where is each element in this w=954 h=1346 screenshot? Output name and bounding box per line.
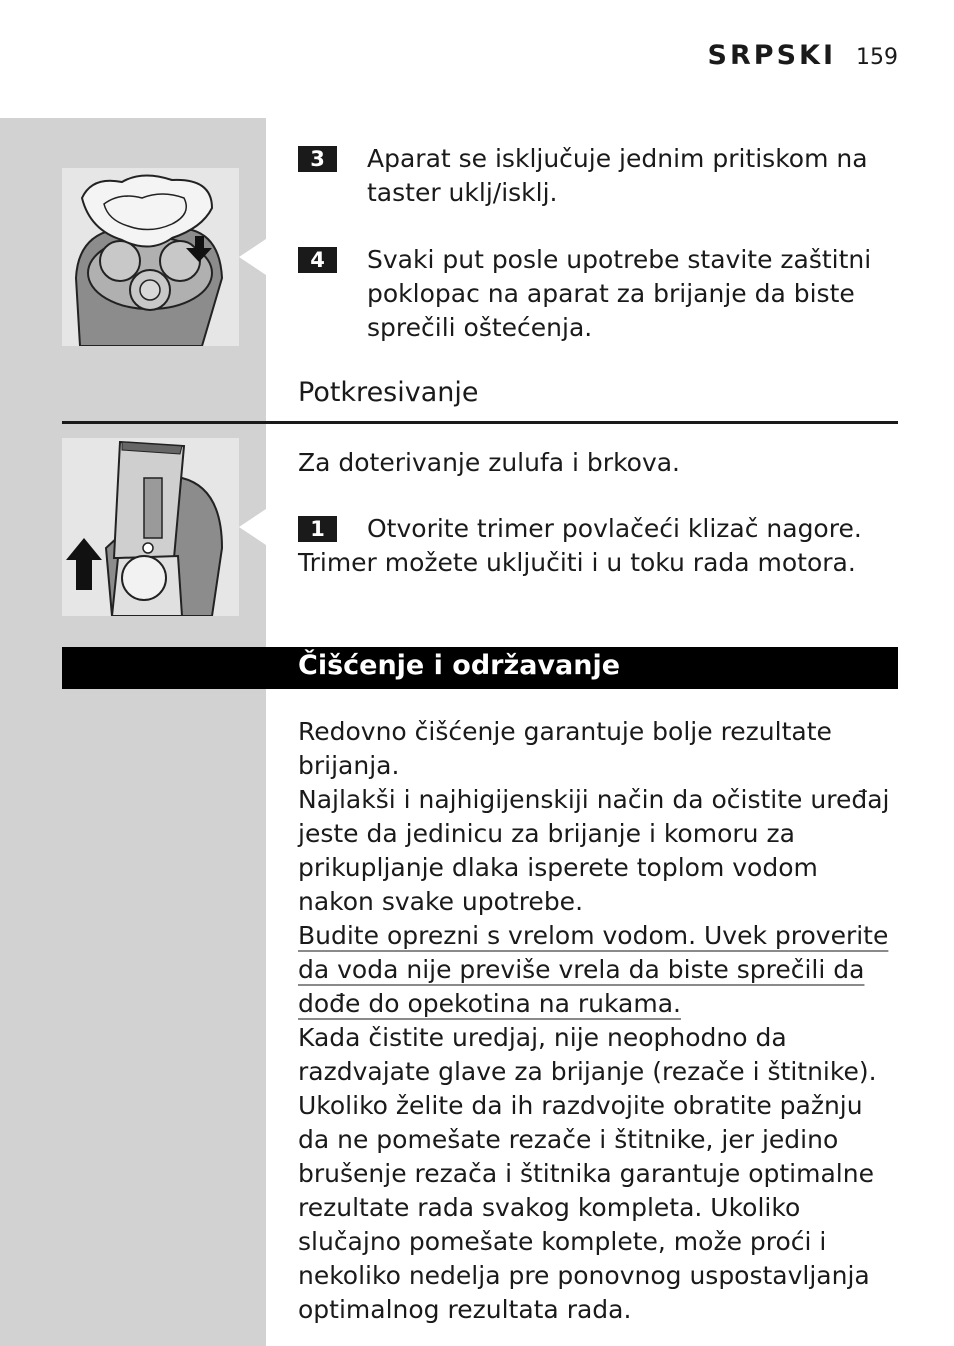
trim-step-1-text: Otvorite trimer povlačeći klizač nagore. [367,514,862,543]
cleaning-paragraph-2: Najlakši i najhigijenskiji način da očistite uređaj jeste da jedinicu za brijanje i komoru za prikupljanje dlaka isperete toplom vodom nakon svake upotrebe. [298,785,890,916]
step-number-badge: 4 [298,247,337,273]
step-number-badge: 3 [298,146,337,172]
cleaning-paragraph-1: Redovno čišćenje garantuje bolje rezultate brijanja. [298,717,832,780]
cleaning-paragraph-3: Kada čistite uredjaj, nije neophodno da razdvajate glave za brijanje (rezače i štitnike). Ukoliko želite da ih razdvojite obratite pažnju da ne pomešate rezače i štitnike, jer jedino brušenje rezača i štitnika garantuje optimalne rezultate rada svakog kompleta. Ukoliko slučajno pomešate komplete, može proći i nekoliko nedelja pre ponovnog uspostavljanja optimalnog rezultata rada. [298,1023,877,1324]
step-4-text: Svaki put posle upotrebe stavite zaštitni poklopac na aparat za brijanje da biste sprečili oštećenja. [367,245,872,342]
step-number-badge: 1 [298,516,337,542]
cleaning-title: Čišćenje i održavanje [298,650,621,681]
section-rule [62,421,898,424]
warning-text: Budite oprezni s vrelom vodom. Uvek proverite da voda nije previše vrela da biste sprečili da dođe do opekotina na rukama. [298,921,889,1018]
trimmer-illustration [62,438,239,616]
page-header [708,40,898,71]
illustration-pointer [239,509,266,545]
cleaning-warning [298,919,898,1021]
trimming-intro: Za doterivanje zulufa i brkova. [298,448,681,477]
language-label: SRPSKI [707,40,836,71]
page-number: 159 [856,45,898,70]
trimming-note: Trimer možete uključiti i u toku rada motora. [298,548,856,577]
cleaning-section-bar [62,647,898,689]
trim-step-1 [298,512,898,546]
cleaning-body [298,715,898,1327]
trimmer-icon [62,438,239,616]
step-3-text: Aparat se isključuje jednim pritiskom na taster uklj/isklj. [367,144,868,207]
shaver-cap-icon [62,168,239,346]
trimming-heading: Potkresivanje [298,377,479,408]
shaver-cap-illustration [62,168,239,346]
step-4 [298,243,898,345]
illustration-pointer [239,239,266,275]
step-3 [298,142,898,210]
